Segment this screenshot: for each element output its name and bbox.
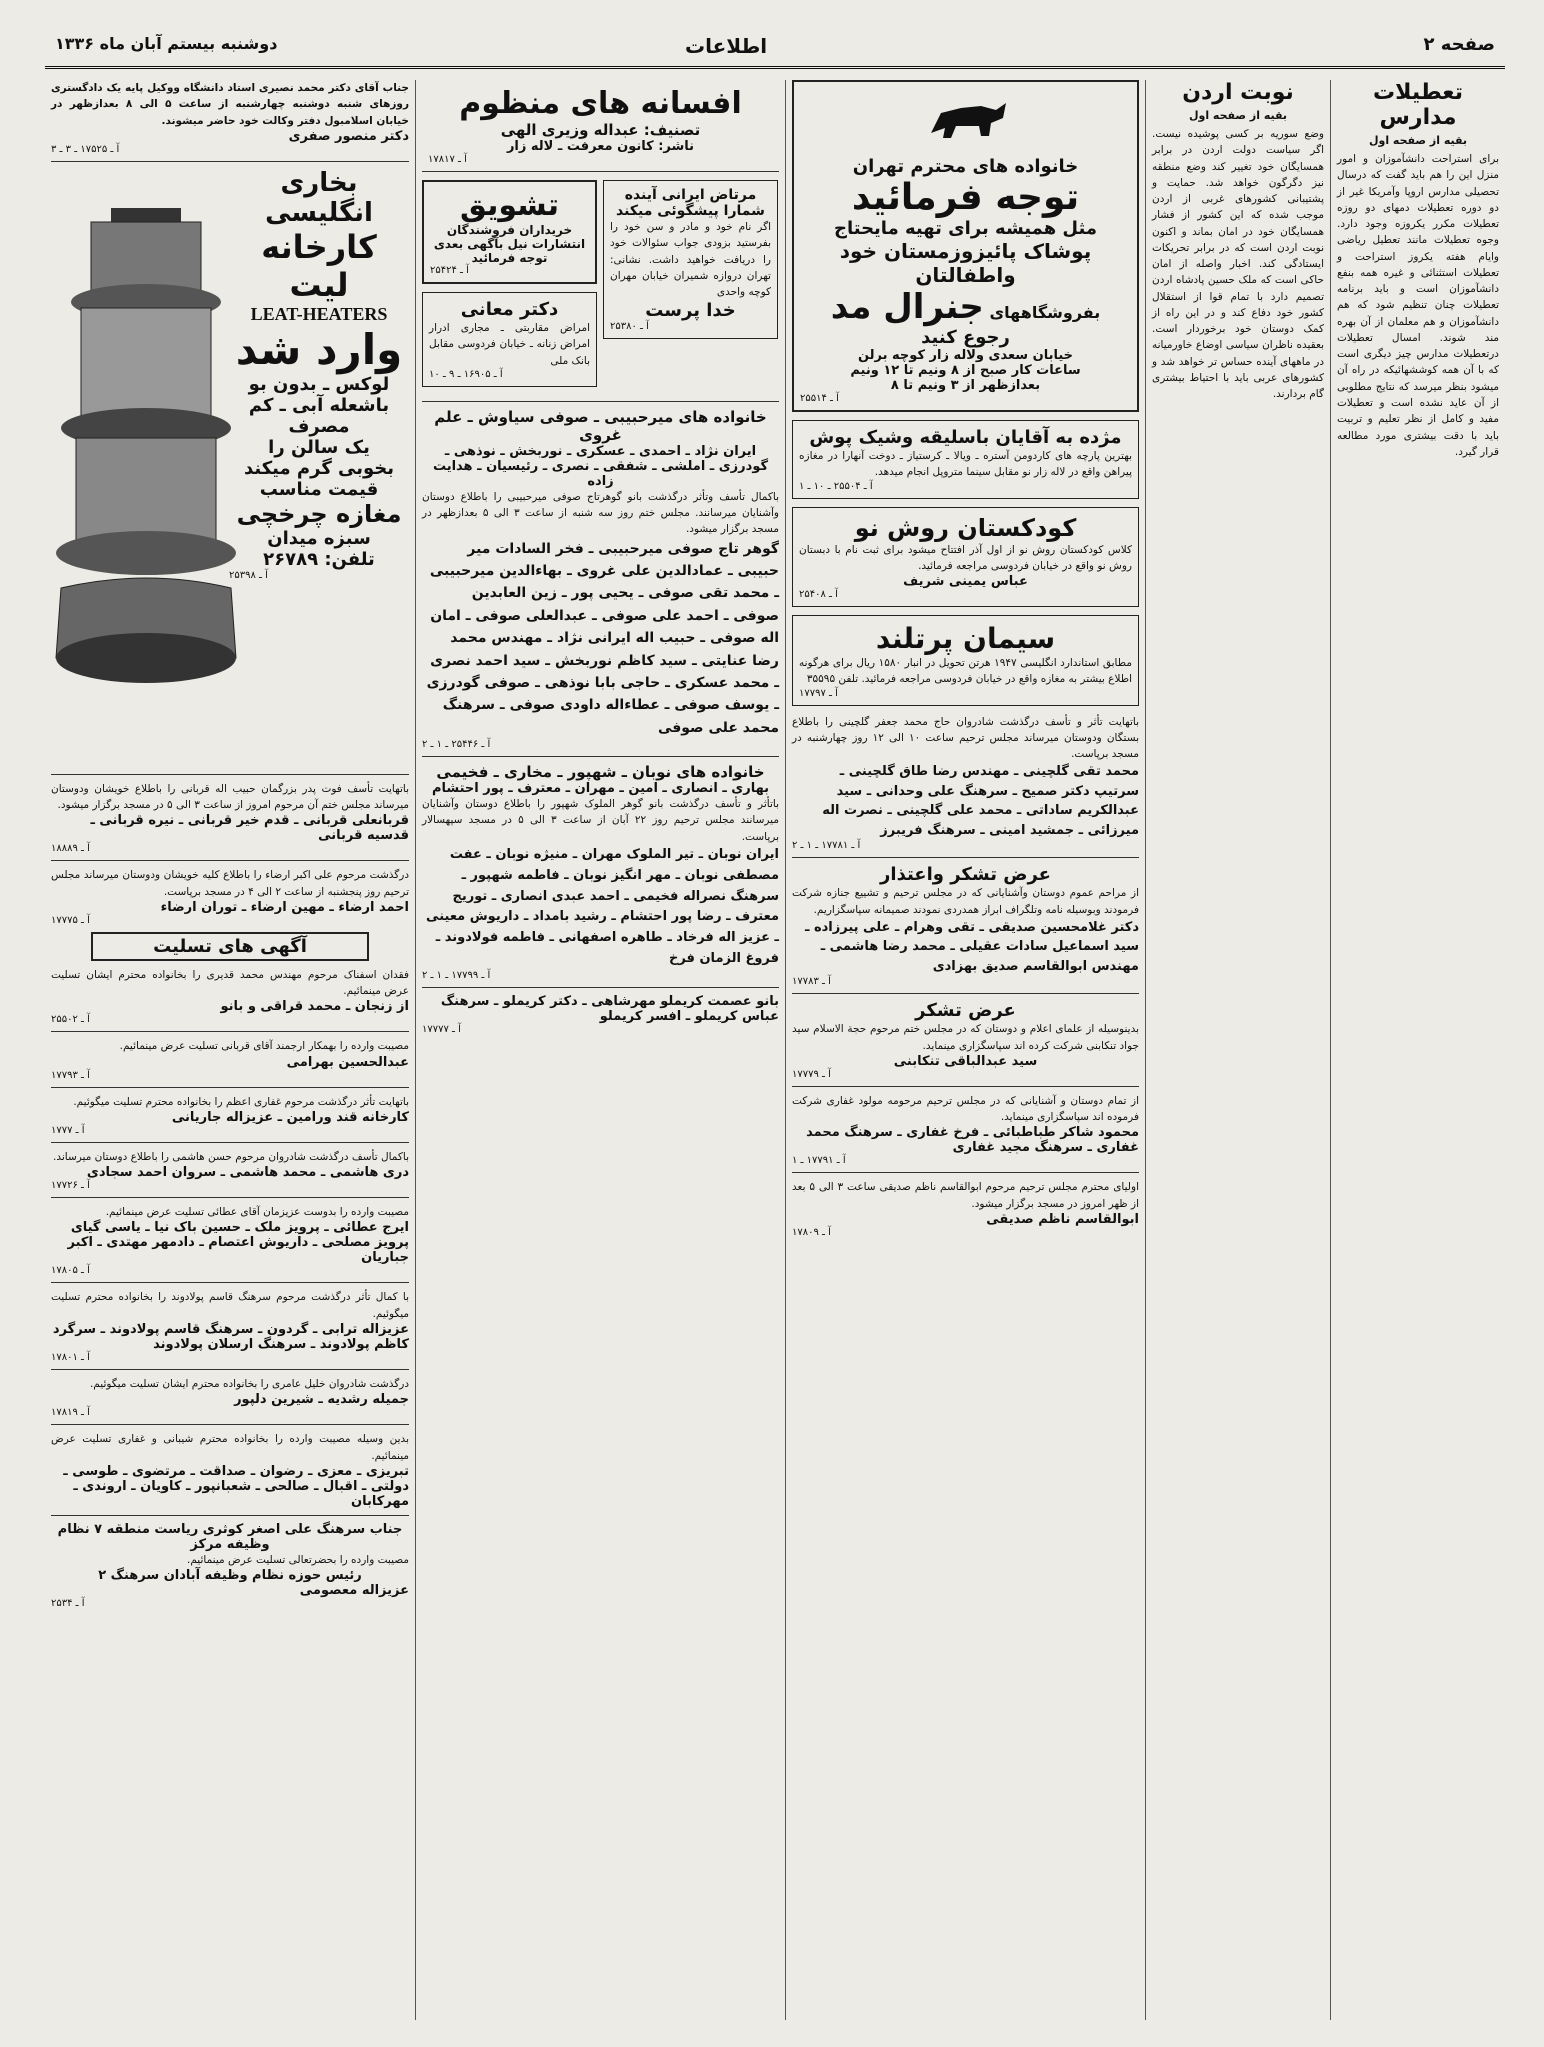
ad-headline: بخاری انگلیسی bbox=[265, 167, 373, 228]
ad-body: امراض مقاربتی ـ مجاری ادرار امراض زنانه ـ خیابان فردوسی مقابل بانک ملی bbox=[429, 322, 590, 367]
article-title: تعطیلات مدارس bbox=[1373, 80, 1463, 130]
notice-body: اولیای محترم مجلس ترحیم مرحوم ابوالقاسم ناظم صدیقی ساعت ۳ الی ۵ بعد از ظهر امروز در مسجد برگزار میشود. bbox=[792, 1181, 1139, 1210]
obituary-sedighi bbox=[792, 1179, 1139, 1238]
notice-names: بانو عصمت کریملو مهرشاهی ـ دکتر کریملو ـ سرهنگ عباس کریملو ـ افسر کریملو bbox=[440, 993, 779, 1024]
notice-body: باتهایت تأثر درگذشت مرحوم غفاری اعظم را بخانواده محترم تسلیت میگوئیم. bbox=[73, 1095, 409, 1108]
article-body: برای استراحت دانشآموزان و امور منزل این را هم باید گفت که درسال تحصیلی مدارس اروپا وآمریکا غیر از دو دوره تعطیلات دمهای دو روزه تعطیلات مکرر یکروزه وجود دارد. وجوه تعطیلات مانند تعطیل ریاضی وایام هفته یکروز استراحت و تعطیلات استثنائی و غیره همه بنفع دانشآموزان است و باید برنامه تعطیلات چنان تنظیم شود که هم دانشآموزان و هم معلمان از آن بهره مند شوند. امسال تعطیلات درتعطیلات مدارس چیز دیگری است که با آن همه کوششهائیکه در راه آن میشود بنظر میرسد که نتایج مطلوبی از آن عاید نشده است و تعطیلات مفید و کامل از نظر تعلیم و تربیت باید با دقت بیشتری مورد مطالعه قرار گیرد. bbox=[1337, 153, 1499, 458]
ad-reference: آ ـ ۲۵۵۰۴ ـ ۱۰ ـ ۱ bbox=[799, 480, 873, 492]
notice-names: از زنجان ـ محمد قراقی و بانو bbox=[220, 999, 409, 1015]
ad-hours: بعدازظهر از ۳ ونیم تا ۸ bbox=[890, 378, 1041, 393]
ad-signature: دکتر منصور صفری bbox=[288, 128, 409, 144]
ad-reference: آ ـ ۱۷۷۹۳ bbox=[51, 1069, 90, 1081]
obituary-karimlou bbox=[422, 994, 779, 1035]
notice-title: جناب سرهنگ علی اصغر کوثری ریاست منطقه ۷ نظام وظیفه مرکز bbox=[57, 1521, 403, 1552]
ad-author: تصنیف: عبداله وزیری الهی bbox=[500, 121, 701, 139]
notice-body: باکمال تأسف درگذشت شادروان مرحوم حسن هاشمی را باطلاع دوستان میرساند. bbox=[52, 1150, 409, 1163]
ad-reference: آ ـ ۱۷۷۸۳ bbox=[792, 976, 831, 988]
notice-names: عزیزاله ترابی ـ گردون ـ سرهنگ قاسم پولادوند ـ سرگرد کاظم پولادوند ـ سرهنگ ارسلان پولادوند bbox=[52, 1321, 409, 1352]
ad-body: خریداران فروشندگان انتشارات نیل بآگهی بعدی توجه فرمائید bbox=[433, 223, 586, 265]
tailor-ad bbox=[792, 420, 1139, 499]
ad-cta: رجوع کنید bbox=[921, 327, 1010, 348]
obituary-ghorbani bbox=[51, 781, 409, 855]
obituary-ghaffari bbox=[792, 1093, 1139, 1167]
ad-headline: دکتر معانی bbox=[460, 299, 559, 320]
condolence-sheibani bbox=[51, 1431, 409, 1509]
ad-reference: آ ـ ۲۵۵۰۲ bbox=[51, 1014, 90, 1026]
ad-body: بهترین پارچه های کاردومن آستره ـ ویالا ـ کرستیاز ـ دوخت آنهارا در مغازه پیراهن واقع در لاله زار نو مقابل سینما متروپل انجام میدهد. bbox=[799, 450, 1132, 479]
ad-headline: افسانه های منظوم bbox=[459, 86, 742, 121]
notice-body: بدین وسیله مصیبت وارده را بخانواده محترم شیبانی و غفاری تسلیت عرض مینمائیم. bbox=[51, 1433, 409, 1462]
ad-line: پوشاک پائیزوزمستان خود واطفالتان bbox=[839, 239, 1092, 287]
notice-names: قربانعلی قربانی ـ قدم خیر قربانی ـ نیره قربانی ـ قدسیه قربانی bbox=[90, 813, 409, 844]
ad-hours: ساعات کار صبح از ۸ ونیم تا ۱۲ ونیم bbox=[850, 363, 1081, 378]
ad-headline-en: LEAT-HEATERS bbox=[250, 303, 388, 324]
ad-publisher: ناشر: کانون معرفت ـ لاله زار bbox=[506, 139, 695, 154]
ad-reference: آ ـ ۱۷۷۷۹ bbox=[792, 1068, 831, 1080]
ad-shop: مغازه چرخچی bbox=[236, 499, 402, 528]
notice-body: مصیبت وارده را بهمکار ارجمند آقای قربانی تسلیت عرض مینمائیم. bbox=[119, 1040, 409, 1053]
notice-names: ایران نوبان ـ تیر الملوک مهران ـ منیژه نوبان ـ عفت مصطفی نوبان ـ مهر انگیز نوبان ـ فاطمه شهپور ـ سرهنگ نصراله فخیمی ـ احمد عبدی انصاری ـ توریج معترف ـ رضا پور احتشام ـ رشید بامداد ـ داریوش معینی ـ عزیز اله فرخاد ـ طاهره اصفهانی ـ فاطمه فولادوند ـ فروغ الزمان فرخ bbox=[426, 846, 779, 966]
notice-names: ابوالقاسم ناظم صدیقی bbox=[986, 1212, 1139, 1228]
ad-reference: آ ـ ۲۵۴۴۶ ـ ۱ ـ ۲ bbox=[422, 739, 491, 751]
condolence-section-title bbox=[91, 932, 369, 961]
ad-headline: مرتاض ایرانی آینده شمارا پیشگوئی میکند bbox=[616, 187, 765, 219]
ad-line: مثل همیشه برای تهیه مایحتاج bbox=[834, 218, 1097, 239]
column-schools bbox=[1330, 80, 1505, 2020]
column-jordan bbox=[1145, 80, 1330, 2020]
condolence-atai bbox=[51, 1204, 409, 1276]
ad-reference: آ ـ ۲۵۳۸۰ bbox=[610, 321, 649, 333]
ad-reference: آ ـ ۱۷۷۷۵ bbox=[51, 914, 90, 926]
page-number: صفحه ۲ bbox=[1423, 34, 1495, 55]
ad-feature: یک سالن را bbox=[268, 436, 370, 458]
condolence-ghadiri bbox=[51, 967, 409, 1026]
issue-date: دوشنبه بیستم آبان ماه ۱۳۳۶ bbox=[55, 34, 278, 53]
ad-feature: لوکس ـ بدون بو bbox=[248, 373, 390, 395]
ad-reference: آ ـ ۲۵۳۹۸ bbox=[229, 569, 268, 581]
notice-names: ایرج عطائی ـ پرویز ملک ـ حسین باک نیا ـ یاسی گیای پرویز مصلحی ـ داریوش اعتصام ـ دادمهر مهتدی ـ اکبر جباریان bbox=[67, 1220, 409, 1266]
ad-reference: آ ـ ۱۷۸۱۷ bbox=[428, 154, 467, 165]
ad-headline: مژده به آقایان باسلیقه وشیک پوش bbox=[809, 427, 1122, 448]
notice-body: باتهایت تأثر و تأسف درگذشت شادروان حاج محمد جعفر گلچینی را باطلاع بستگان ودوستان میرساند مجلس ترحیم ساعت ۱۰ الی ۱۲ روز چهارشنبه در مسجد برپاست. bbox=[792, 715, 1139, 761]
ad-headline: کودکستان روش نو bbox=[854, 513, 1077, 542]
notice-families: بهاری ـ انصاری ـ امین ـ مهران ـ معترف ـ پور احتشام bbox=[431, 781, 770, 797]
condolence-bahrami bbox=[51, 1038, 409, 1080]
ad-arrived: وارد شد bbox=[235, 324, 403, 374]
ad-reference: آ ـ ۱۷۸۰۱ bbox=[51, 1351, 90, 1363]
notice-body: از مراحم عموم دوستان وآشنایانی که در مجلس ترحیم و تشییع جنازه شرکت فرمودند وبوسیله نامه وتلگراف ابراز همدردی نمودند صمیمانه سپاسگزاریم. bbox=[792, 887, 1139, 916]
ad-reference: آ ـ ۲۵۴۲۴ bbox=[430, 265, 469, 276]
ad-reference: آ ـ ۱۷۷۹۹ ـ ۱ ـ ۲ bbox=[422, 969, 491, 981]
notice-body: مصیبت وارده را بدوست عزیزمان آقای عطائی تسلیت عرض مینمائیم. bbox=[105, 1206, 409, 1219]
thanks-notice bbox=[792, 864, 1139, 987]
ad-reference: آ ـ ۲۵۵۱۴ bbox=[800, 393, 839, 404]
ad-reference: آ ـ ۱۷۷۷۷ bbox=[422, 1023, 461, 1035]
ad-headline: کارخانه لیت bbox=[261, 227, 377, 304]
notice-body: بدینوسیله از علمای اعلام و دوستان که در مجلس ختم مرحوم حجة الاسلام سید جواد تنکابنی شرکت کرده اند سپاسگزاری مینماید. bbox=[792, 1023, 1139, 1052]
paper-name: اطلاعات bbox=[685, 34, 768, 58]
cement-ad bbox=[792, 615, 1139, 706]
notice-names: محمد تقی گلچینی ـ مهندس رضا طاق گلچینی ـ سرتیپ دکتر صمیح ـ سرهنگ علی وحدانی ـ سید عبدالکریم ساداتی ـ محمد علی گلچینی ـ نصرت اله میرزائی ـ جمشید امینی ـ سرهنگ فریبرز bbox=[822, 764, 1139, 838]
ad-line: بفروشگاههای bbox=[989, 303, 1101, 322]
notice-signature: رئیس حوزه نظام وظیفه آبادان سرهنگ ۲ bbox=[98, 1568, 362, 1584]
obituary-erza bbox=[51, 867, 409, 926]
notice-body: درگذشت مرحوم علی اکبر ارضاء را باطلاع کلیه خویشان ودوستان میرساند مجلس ترحیم روز پنجشنبه از ساعت ۲ الی ۴ در مسجد برپاست. bbox=[51, 869, 409, 898]
ad-reference: آ ـ ۱۷۷۹۱ ـ ۱ bbox=[792, 1155, 846, 1167]
general-mode-ad bbox=[792, 80, 1139, 412]
notice-names: گوهر تاج صوفی میرحبیبی ـ فخر السادات میر حبیبی ـ عمادالدین علی غروی ـ بهاءالدین میرحبیبی ـ محمد تقی صوفی ـ یحیی پور ـ زین العابدین صوفی ـ احمد علی صوفی ـ عبدالعلی صوفی ـ امان اله صوفی ـ حبیب اله ایرانی نژاد ـ مهندس محمد رضا عنایتی ـ سید کاظم نوربخش ـ سید احمد نصری ـ محمد عسکری ـ حاجی بابا نوذهی ـ صوفی گودرزی ـ یوسف صوفی ـ عطاءاله داودی صوفی ـ سرهنگ محمد علی صوفی bbox=[426, 540, 779, 736]
notice-body: باکمال تأسف وتأثر درگذشت بانو گوهرتاج صوفی میرحبیبی را باطلاع دوستان وآشنایان میرسانند. مجلس ختم روز سه شنبه از ساعت ۳ الی ۵ بعدازظهر در مسجد برگزار میشود. bbox=[422, 490, 779, 536]
lion-emblem-icon bbox=[911, 88, 1021, 148]
ad-reference: آ ـ ۲۵۳۴ bbox=[51, 1598, 85, 1610]
ad-feature: باشعله آبی ـ کم مصرف bbox=[248, 394, 390, 437]
ad-reference: آ ـ ۱۷۷۲۶ bbox=[51, 1180, 90, 1192]
notice-body: باتهایت تأسف فوت پدر بزرگمان حبیب اله قربانی را باطلاع خویشان ودوستان میرساند مجلس ختم آن مرحوم امروز از ساعت ۳ الی ۵ در مسجد برگزار میشود. bbox=[51, 782, 409, 812]
condolence-pouladvand bbox=[51, 1289, 409, 1363]
ad-closing: خدا پرست bbox=[645, 300, 736, 322]
section-title: آگهی های تسلیت bbox=[153, 935, 307, 957]
article-body: وضع سوریه بر کسی پوشیده نیست. اگر سیاست دولت اردن در برابر همسایگان خود تغییر کند وضع منطقه نیز دگرگون خواهد شد. حمایت و پشتیبانی کشورهای غربی از اردن موجب شده که این کشور از فشار همسایگان خود در امان بماند و اکنون نوبت اردن است که در برابر تحریکات ایستادگی کند. اخبار واصله از امان حاکی است که ملک حسین پادشاه اردن تصمیم دارد با تمام قوا از استقلال کشور خود دفاع کند و در این راه از کمک دوستان خود برخوردار است. بعقیده ناظران سیاسی اوضاع خاورمیانه در ماههای آینده حساس تر خواهد شد و کشورهای عربی باید با احتیاط بیشتری گام بردارند. bbox=[1152, 128, 1324, 401]
notice-title: خانواده های نوبان ـ شهپور ـ مخاری ـ فخیمی bbox=[436, 763, 765, 782]
notice-body: مصیبت وارده را بحضرتعالی تسلیت عرض مینمائیم. bbox=[186, 1553, 409, 1566]
ad-reference: آ ـ ۱۷۷۷ bbox=[51, 1124, 85, 1136]
ad-phone: تلفن: ۲۶۷۸۹ bbox=[263, 548, 375, 570]
notice-body: از تمام دوستان و آشنایانی که در مجلس ترحیم مرحومه مولود غفاری شرکت فرموده اند سپاسگزاری مینماید. bbox=[792, 1094, 1139, 1124]
ad-reference: آ ـ ۱۷۷۹۷ bbox=[799, 687, 838, 699]
ad-reference: آ ـ ۲۵۴۰۸ bbox=[799, 589, 838, 601]
notice-body: با کمال تأثر درگذشت مرحوم سرهنگ قاسم پولادوند را بخانواده محترم تسلیت میگوئیم. bbox=[51, 1291, 409, 1320]
ad-reference: آ ـ ۱۷۸۰۵ bbox=[51, 1265, 90, 1277]
notice-title: عرض تشکر واعتذار bbox=[880, 864, 1051, 886]
condolence-jaryani bbox=[51, 1094, 409, 1136]
notice-names: محمود شاکر طباطبائی ـ فرخ غفاری ـ سرهنگ محمد غفاری ـ سرهنگ مجید غفاری bbox=[806, 1125, 1139, 1156]
brand-name: جنرال مد bbox=[830, 287, 984, 327]
ad-feature: قیمت مناسب bbox=[259, 478, 379, 500]
notice-body: درگذشت شادروان خلیل عامری را بخانواده محترم ایشان تسلیت میگوئیم. bbox=[89, 1377, 409, 1390]
nil-publications-ad bbox=[422, 180, 597, 284]
notice-names: دری هاشمی ـ محمد هاشمی ـ سروان احمد سجادی bbox=[86, 1165, 409, 1181]
masthead bbox=[45, 26, 1505, 69]
notice-title: خانواده های میرحبیبی ـ صوفی سیاوش ـ علم غروی bbox=[434, 407, 767, 444]
notice-body: باتأثر و تأسف درگذشت بانو گوهر الملوک شهپور را باطلاع دوستان وآشنایان میرسانند مجلس ترحیم روز ۲۲ آبان از ساعت ۳ الی ۵ در مسجد سپهسالار برپاست. bbox=[422, 798, 779, 843]
continued-note: بقیه از صفحه اول bbox=[1368, 134, 1468, 147]
condolence-hashemi bbox=[51, 1149, 409, 1191]
notice-body: فقدان اسفناک مرحوم مهندس محمد قدیری را بخانواده محترم ایشان تسلیت عرض مینمائیم. bbox=[51, 968, 409, 998]
column-ads-left bbox=[45, 80, 415, 2020]
notice-families: ایران نژاد ـ احمدی ـ عسکری ـ نوربخش ـ نوذهی ـ گودرزی ـ املشی ـ شفقی ـ نصری ـ رئیسیان ـ هدایت زاده bbox=[432, 443, 769, 489]
obituary-mirhabibi bbox=[422, 408, 779, 750]
ad-body: اگر نام خود و مادر و سن خود را بفرستید بزودی جواب سئوالات خود را دریافت خواهید داشت. نشانی: تهران دروازه شمیران خیابان مهران کوچه واحدی bbox=[610, 221, 771, 299]
ad-body: جناب آقای دکتر محمد نصیری استاد دانشگاه ووکیل پایه یک دادگستری روزهای شنبه دوشنبه چهارشنبه از ساعت ۵ الی ۸ بعدازظهر در خیابان اسلامبول دفتر وکالت خود حاضر میشوند. bbox=[51, 82, 409, 127]
notice-names: احمد ارضاء ـ مهین ارضاء ـ توران ارضاء bbox=[160, 899, 409, 915]
notice-names: جمیله رشدیه ـ شیرین دلپور bbox=[234, 1392, 409, 1408]
ad-feature: بخوبی گرم میکند bbox=[243, 457, 395, 479]
ad-reference: آ ـ ۱۷۷۸۱ ـ ۱ ـ ۲ bbox=[792, 840, 861, 852]
ad-reference: آ ـ ۱۶۹۰۵ ـ ۹ ـ ۱۰ bbox=[429, 368, 503, 380]
condolence-ameri bbox=[51, 1376, 409, 1418]
ad-body: مطابق استاندارد انگلیسی ۱۹۴۷ هرتن تحویل در انبار ۱۵۸۰ ریال برای هرگونه اطلاع بیشتر به مغازه واقع در خیابان فردوسی مراجعه فرمائید. تلفن ۳۵۵۹۵ bbox=[799, 657, 1132, 686]
column-ads-middle bbox=[415, 80, 785, 2020]
notice-signature: عزیزاله معصومی bbox=[299, 1583, 409, 1599]
notice-title: عرض تشکر bbox=[915, 1000, 1016, 1022]
kerosene-heater-icon bbox=[51, 188, 241, 708]
obituary-nouban bbox=[422, 763, 779, 981]
ad-headline: توجه فرمائید bbox=[851, 177, 1080, 218]
lawyer-ad bbox=[51, 80, 409, 155]
ad-headline: سیمان پرتلند bbox=[875, 622, 1056, 656]
ad-reference: آ ـ ۱۷۸۰۹ bbox=[792, 1227, 831, 1239]
notice-names: عبدالحسین بهرامی bbox=[286, 1054, 409, 1070]
ad-reference: آ ـ ۱۷۵۲۵ ـ ۳ ـ ۳ bbox=[51, 143, 120, 155]
continued-note: بقیه از صفحه اول bbox=[1188, 109, 1288, 122]
ad-reference: آ ـ ۱۷۸۱۹ bbox=[51, 1407, 90, 1419]
fortune-teller-ad bbox=[603, 180, 778, 339]
article-title: نوبت اردن bbox=[1182, 80, 1294, 105]
condolence-kowsari bbox=[51, 1522, 409, 1609]
notice-names: تبریزی ـ معزی ـ رضوان ـ صداقت ـ مرتضوی ـ طوسی ـ دولتی ـ اقبال ـ صالحی ـ شعبانپور ـ کاویان ـ اروندی ـ مهرکابان bbox=[63, 1463, 409, 1509]
thanks-notice-2 bbox=[792, 1000, 1139, 1080]
ad-body: کلاس کودکستان روش نو از اول آذر افتتاح میشود برای ثبت نام با دبستان روش نو واقع در خیابان فردوسی مراجعه فرمائید. bbox=[799, 543, 1132, 572]
column-ads-center bbox=[785, 80, 1145, 2020]
heater-ad bbox=[51, 168, 409, 768]
book-ad bbox=[422, 80, 779, 172]
ad-location: سبزه میدان bbox=[267, 527, 371, 549]
ad-reference: آ ـ ۱۸۸۸۹ bbox=[51, 843, 90, 855]
ad-greeting: خانواده های محترم تهران bbox=[852, 156, 1079, 177]
obituary-golchini bbox=[792, 714, 1139, 852]
ad-address: خیابان سعدی ولاله زار کوچه برلن bbox=[857, 348, 1074, 363]
ad-headline: تشویق bbox=[460, 188, 559, 223]
notice-names: دکتر غلامحسین صدیقی ـ تقی وهرام ـ علی پیرزاده ـ سید اسماعیل سادات عقیلی ـ محمد رضا هاشمی ـ مهندس ابوالقاسم صدیق بهزادی bbox=[804, 919, 1139, 974]
kindergarten-ad bbox=[792, 507, 1139, 608]
notice-names: کارخانه قند ورامین ـ عزیزاله جاریانی bbox=[171, 1109, 409, 1125]
ad-signature: عباس یمینی شریف bbox=[903, 574, 1028, 590]
notice-signature: سید عبدالباقی تنکابنی bbox=[893, 1053, 1038, 1069]
doctor-ad bbox=[422, 292, 597, 387]
